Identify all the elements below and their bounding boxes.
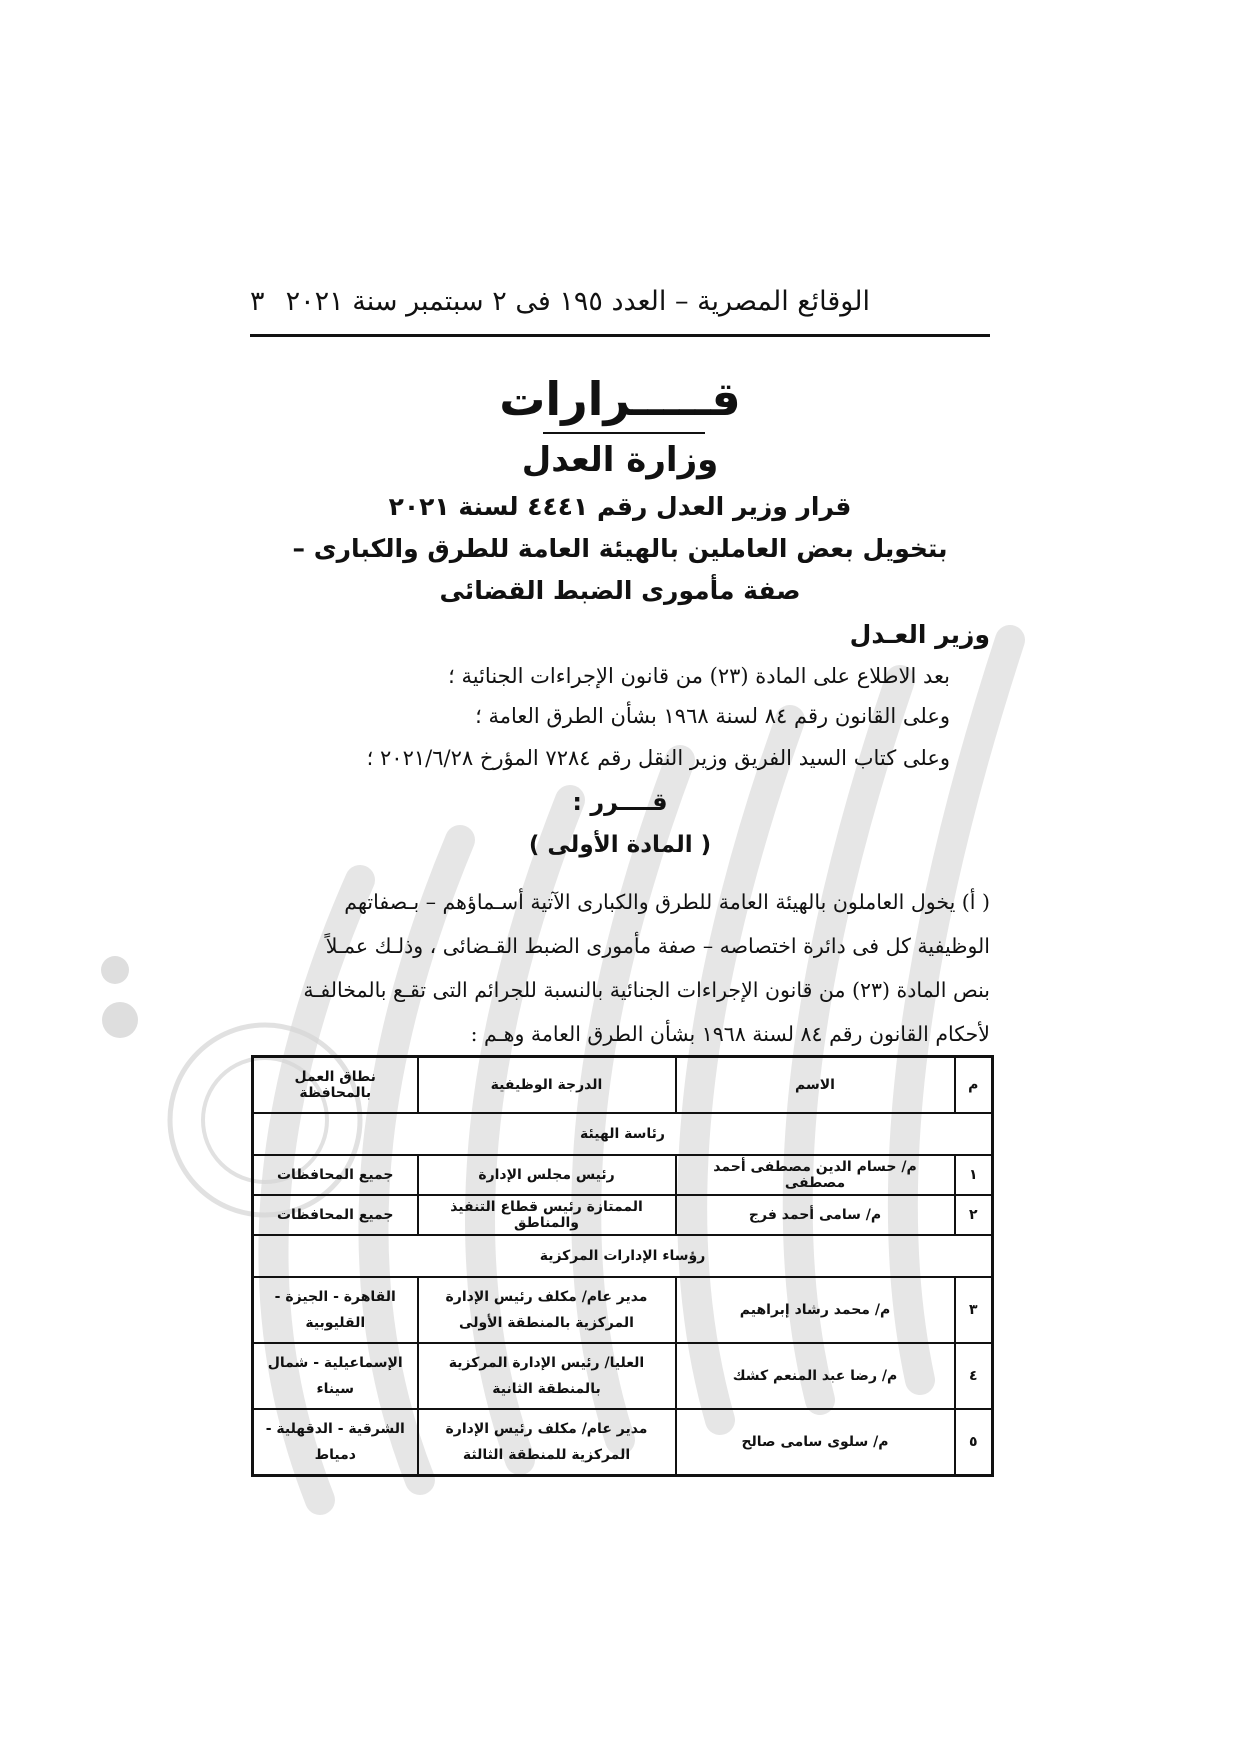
article-title: ( المادة الأولى )	[528, 832, 712, 858]
table-row	[253, 1277, 993, 1343]
section-authority: رئاسة الهيئة	[253, 1113, 993, 1155]
cell-num: ٣	[955, 1277, 993, 1343]
paragraph-line: لأحكام القانون رقم ٨٤ لسنة ١٩٦٨ بشأن الطرق العامة وهـم :	[470, 1022, 990, 1046]
decree-title: قرار وزير العدل رقم ٤٤٤١ لسنة ٢٠٢١	[388, 492, 852, 521]
header-name: الاسم	[676, 1057, 955, 1114]
decree-subject-line-2: صفة مأمورى الضبط القضائى	[439, 576, 801, 605]
cell-num: ٤	[955, 1343, 993, 1409]
cell-name: م/ حسام الدين مصطفى أحمد مصطفى	[676, 1155, 955, 1195]
cell-grade: الممتازة رئيس قطاع التنفيذ والمناطق	[418, 1195, 676, 1235]
gazette-header	[250, 286, 990, 326]
header-area: نطاق العمل بالمحافظة	[253, 1057, 418, 1114]
paragraph-line: ( أ) يخول العاملون بالهيئة العامة للطرق والكبارى الآتية أسـماؤهم – بـصفاتهم	[344, 890, 990, 914]
decided-heading: قــــرر :	[572, 788, 668, 816]
officers-table	[251, 1055, 994, 1477]
cell-name: م/ رضا عبد المنعم كشك	[676, 1343, 955, 1409]
article-paragraph	[250, 880, 990, 1056]
table-row	[253, 1155, 993, 1195]
section-title: قـــــرارات	[499, 372, 741, 426]
cell-area: جميع المحافظات	[253, 1195, 418, 1235]
cell-num: ١	[955, 1155, 993, 1195]
cell-name: م/ محمد رشاد إبراهيم	[676, 1277, 955, 1343]
cell-num: ٥	[955, 1409, 993, 1476]
table-row	[253, 1343, 993, 1409]
header-num: م	[955, 1057, 993, 1114]
table-row	[253, 1195, 993, 1235]
cell-grade: مدير عام/ مكلف رئيس الإدارة المركزية بالمنطقة الأولى	[418, 1277, 676, 1343]
header-rule	[250, 334, 990, 337]
header-grade: الدرجة الوظيفية	[418, 1057, 676, 1114]
cell-grade: مدير عام/ مكلف رئيس الإدارة المركزية للمنطقة الثالثة	[418, 1409, 676, 1476]
preamble-line: بعد الاطلاع على المادة (٢٣) من قانون الإجراءات الجنائية ؛	[448, 664, 950, 688]
decree-subject-line-1: بتخويل بعض العاملين بالهيئة العامة للطرق والكبارى –	[292, 534, 948, 563]
cell-grade: رئيس مجلس الإدارة	[418, 1155, 676, 1195]
header-title: الوقائع المصرية – العدد ١٩٥ فى ٢ سبتمبر سنة ٢٠٢١	[285, 286, 870, 317]
cell-area: الشرقية - الدقهلية - دمياط	[253, 1409, 418, 1476]
table-section-row	[253, 1235, 993, 1277]
section-central: رؤساء الإدارات المركزية	[253, 1235, 993, 1277]
table-section-row	[253, 1113, 993, 1155]
cell-area: الإسماعيلية - شمال سيناء	[253, 1343, 418, 1409]
cell-area: القاهرة - الجيزة - القليوبية	[253, 1277, 418, 1343]
ministry-name: وزارة العدل	[521, 440, 719, 480]
page-number: ٣	[250, 286, 265, 317]
table-row	[253, 1409, 993, 1476]
cell-grade: العليا/ رئيس الإدارة المركزية بالمنطقة الثانية	[418, 1343, 676, 1409]
cell-area: جميع المحافظات	[253, 1155, 418, 1195]
cell-name: م/ سامى أحمد فرج	[676, 1195, 955, 1235]
preamble-line: وعلى القانون رقم ٨٤ لسنة ١٩٦٨ بشأن الطرق العامة ؛	[475, 704, 950, 728]
title-underline	[543, 432, 705, 434]
cell-name: م/ سلوى سامى صالح	[676, 1409, 955, 1476]
paragraph-line: الوظيفية كل فى دائرة اختصاصه – صفة مأمورى الضبط القـضائى ، وذلـك عمـلاً	[325, 934, 990, 958]
preamble-line: وعلى كتاب السيد الفريق وزير النقل رقم ٧٢٨٤ المؤرخ ٢٠٢١/٦/٢٨ ؛	[366, 746, 950, 770]
cell-num: ٢	[955, 1195, 993, 1235]
issuer-title: وزير العـدل	[849, 620, 990, 649]
paragraph-line: بنص المادة (٢٣) من قانون الإجراءات الجنائية بالنسبة للجرائم التى تقـع بالمخالفـة	[303, 978, 990, 1002]
table-header-row	[253, 1057, 993, 1114]
